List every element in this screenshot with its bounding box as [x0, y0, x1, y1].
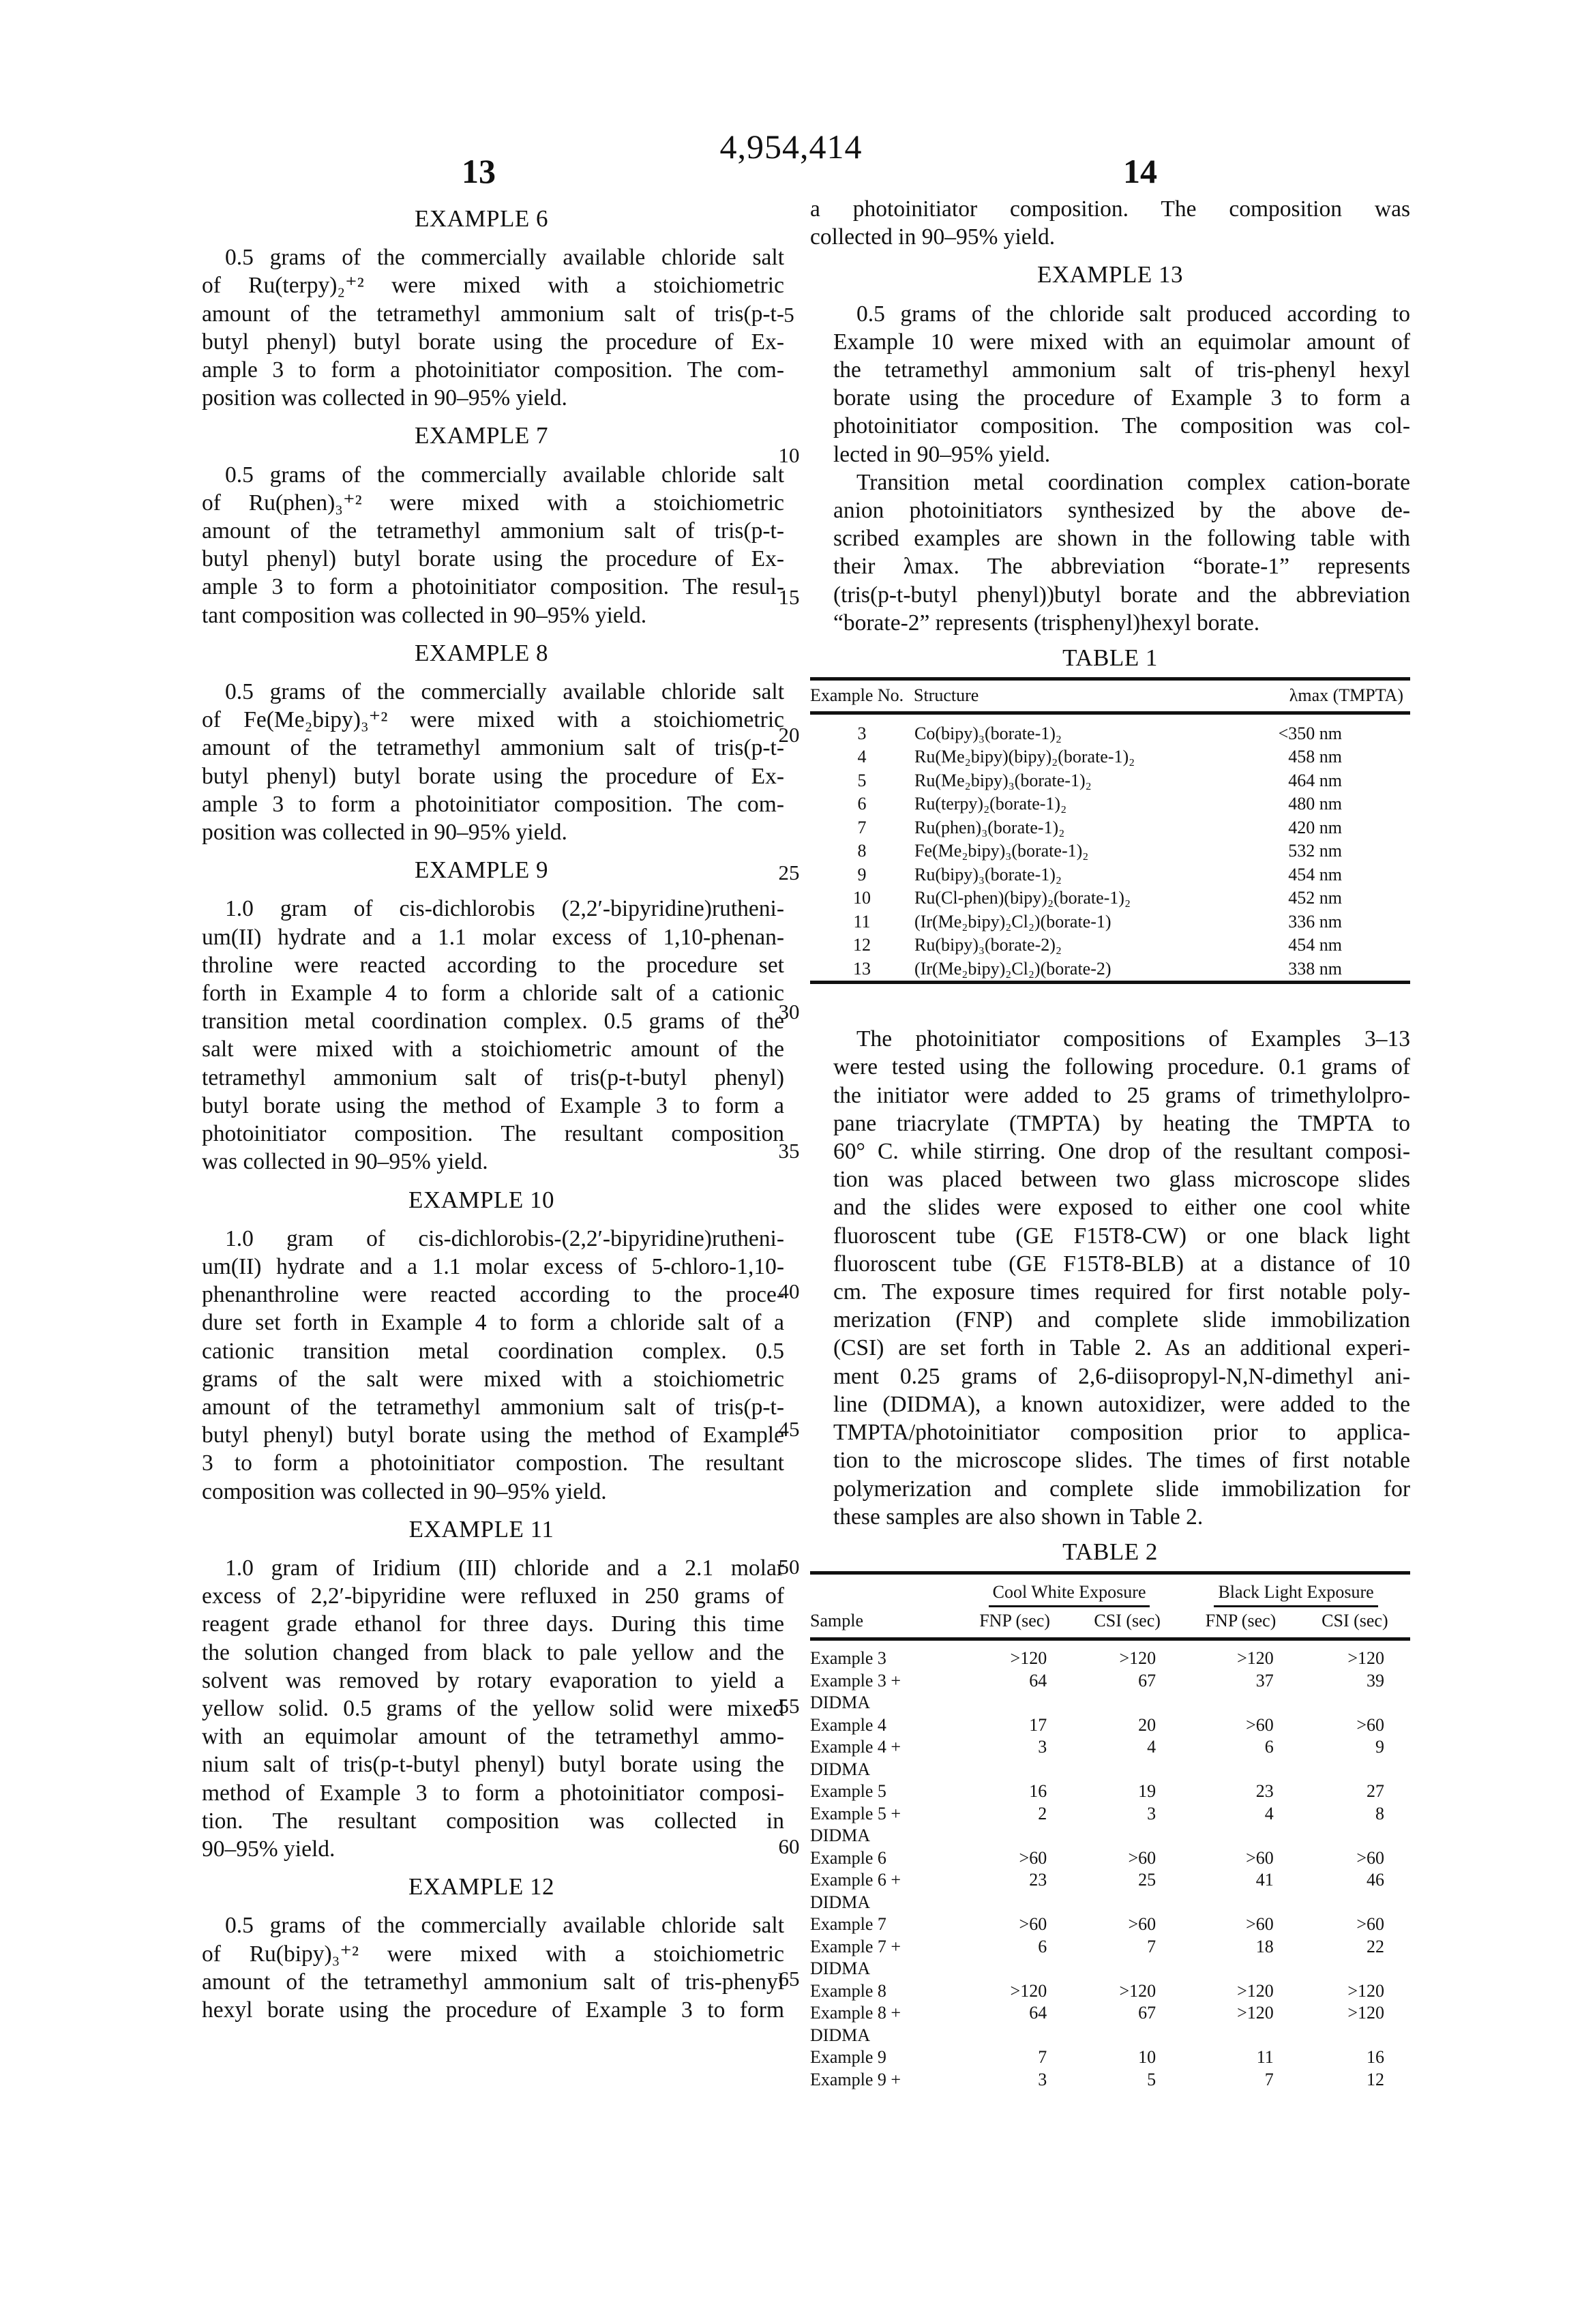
table-2-cell-value: 8 [1375, 1803, 1384, 1823]
table-1-cell-structure: Ru(Cl-phen)(bipy)₂(borate-1)₂ [914, 888, 1131, 908]
text-line: 0.5 grams of the chloride salt produced according to [856, 301, 1410, 327]
table-2-cell-sample: Example 6 + DIDMA [810, 1870, 901, 1912]
table-1-cell-example-number: 12 [853, 935, 871, 955]
table-2-cell-value: >120 [1237, 1980, 1274, 2001]
table-2-cell-value: 67 [1138, 2003, 1156, 2023]
table-2-cell-value: >60 [1356, 1847, 1384, 1868]
example-8-body [179, 678, 784, 846]
text-line: position was collected in 90–95% yield. [202, 385, 567, 411]
table-1-row [810, 910, 1410, 934]
table-2-cell-value: >60 [1128, 1914, 1156, 1935]
left-column [179, 195, 784, 2024]
table-2-cell-value: 2 [1038, 1803, 1047, 1823]
text-line: merization (FNP) and complete slide immobilization [833, 1307, 1410, 1333]
table-2-row [810, 1670, 1410, 1714]
table-1-cell-lambda-max: 452 nm [1288, 888, 1342, 908]
text-line: fluoroscent tube (GE F15T8-BLB) at a distance of 10 [833, 1251, 1410, 1277]
text-line: fluoroscent tube (GE F15T8-CW) or one black light [833, 1223, 1410, 1249]
table-2-cell-value: >120 [1237, 2003, 1274, 2023]
table-2-cell-value: 11 [1256, 2047, 1274, 2068]
table-2-cell-sample: Example 6 [810, 1847, 886, 1868]
table-2-cell-value: >60 [1019, 1847, 1047, 1868]
text-line: excess of 2,2′-bipyridine were refluxed in 250 grams of [202, 1583, 784, 1609]
example-10-body [179, 1225, 784, 1506]
table-2-cell-sample: Example 5 [810, 1781, 886, 1802]
table-2-row [810, 1736, 1410, 1781]
text-line: of Ru(bipy)₃⁺² were mixed with a stoichiometric [202, 1941, 784, 1967]
line-number: 50 [778, 1555, 800, 1579]
text-line: of Ru(terpy)₂⁺² were mixed with a stoichiometric [202, 273, 784, 299]
table-1-cell-structure: Co(bipy)₃(borate-1)₂ [914, 723, 1062, 743]
text-line: borate using the procedure of Example 3 to form a [833, 385, 1410, 411]
table-2-cell-value: 10 [1138, 2047, 1156, 2068]
text-line: yellow solid. 0.5 grams of the yellow solid were mixed [202, 1695, 784, 1721]
text-line: 0.5 grams of the commercially available chloride salt [225, 245, 784, 271]
table-1-cell-lambda-max: 480 nm [1288, 794, 1342, 814]
text-line: and the slides were exposed to either one cool white [833, 1195, 1410, 1221]
table-2-cell-value: 7 [1264, 2069, 1274, 2089]
table-2-cell-value: 22 [1367, 1936, 1384, 1956]
text-line: composition was collected in 90–95% yield. [202, 1478, 607, 1504]
text-line: polymerization and complete slide immobilization for [833, 1476, 1410, 1502]
table-2-cell-value: >120 [1347, 2003, 1384, 2023]
table-2-cell-value: 25 [1138, 1870, 1156, 1890]
table-1-cell-structure: (Ir(Me₂bipy)₂Cl₂)(borate-1) [914, 911, 1111, 932]
table-1-cell-example-number: 10 [853, 888, 871, 908]
table-1-cell-example-number: 13 [853, 958, 871, 979]
table-2-row [810, 1714, 1410, 1737]
text-line: The photoinitiator compositions of Examples 3–13 [856, 1026, 1410, 1052]
text-line: butyl phenyl) butyl borate using the method of Example [202, 1422, 784, 1448]
text-line: amount of the tetramethyl ammonium salt of tris(p-t- [202, 518, 784, 544]
example-9-heading: EXAMPLE 9 [414, 856, 549, 884]
text-line: (CSI) are set forth in Table 2. As an additional experi- [833, 1335, 1410, 1361]
text-line: (tris(p-t-butyl phenyl))butyl borate and the abbreviation [833, 582, 1410, 608]
text-line: 3 to form a photoinitiator compostion. The resultant [202, 1450, 784, 1476]
table-1-cell-example-number: 5 [857, 770, 867, 790]
table-1-row [810, 816, 1410, 840]
text-line: cationic transition metal coordination complex. 0.5 [202, 1338, 784, 1364]
line-number: 20 [778, 723, 800, 747]
line-number: 45 [778, 1417, 800, 1441]
text-line: transition metal coordination complex. 0.5 grams of the [202, 1009, 784, 1034]
table-2-cell-value: 3 [1038, 2069, 1047, 2089]
table-2-cell-value: 19 [1138, 1781, 1156, 1802]
table-1-cell-example-number: 8 [857, 841, 867, 861]
table-2-cell-value: 20 [1138, 1714, 1156, 1735]
text-line: grams of the salt were mixed with a stoichiometric [202, 1366, 784, 1392]
table-1-cell-lambda-max: 458 nm [1288, 747, 1342, 767]
table-2-cell-value: 6 [1038, 1936, 1047, 1956]
text-line: line (DIDMA), a known autoxidizer, were added to the [833, 1391, 1410, 1417]
table-1-row [810, 745, 1410, 769]
table-2-cell-value: >60 [1246, 1847, 1274, 1868]
text-line: 1.0 gram of cis-dichlorobis (2,2′-bipyridine)rutheni- [225, 896, 784, 922]
table-1-row [810, 713, 1410, 745]
table-2-cell-sample: Example 4 [810, 1714, 886, 1735]
table-2-cell-value: >60 [1246, 1914, 1274, 1935]
text-line: ample 3 to form a photoinitiator composition. The com- [202, 357, 784, 383]
table-2-cell-sample: Example 8 + DIDMA [810, 2003, 901, 2045]
table-1-header-example: Example No. [810, 685, 904, 706]
example-12-continuation [810, 195, 1410, 251]
text-line: tant composition was collected in 90–95% yield. [202, 602, 647, 628]
text-line: nium salt of tris(p-t-butyl phenyl) butyl borate using the [202, 1752, 784, 1778]
table-2-row [810, 1781, 1410, 1803]
line-number: 35 [778, 1139, 800, 1163]
table-2-cell-value: >120 [1347, 1648, 1384, 1669]
table-2-header-cw-fnp: FNP (sec) [979, 1610, 1050, 1630]
table-1-row [810, 839, 1410, 863]
text-line: ample 3 to form a photoinitiator composition. The com- [202, 791, 784, 817]
table-2-cell-value: 64 [1029, 2003, 1047, 2023]
text-line: the solution changed from black to pale yellow and the [202, 1639, 784, 1665]
table-2-cell-value: >60 [1128, 1847, 1156, 1868]
table-2-cell-value: 67 [1138, 1670, 1156, 1690]
table-2-cell-value: 17 [1029, 1714, 1047, 1735]
text-line: anion photoinitiators synthesized by the above de- [833, 498, 1410, 524]
table-2-cell-sample: Example 7 + DIDMA [810, 1936, 901, 1979]
text-line: tion was placed between two glass microscope slides [833, 1167, 1410, 1193]
text-line: pane triacrylate (TMPTA) by heating the TMPTA to [833, 1110, 1410, 1136]
text-line: ample 3 to form a photoinitiator composition. The resul- [202, 574, 784, 600]
text-line: forth in Example 4 to form a chloride salt of a cationic [202, 981, 784, 1007]
table-2-cell-value: 4 [1264, 1803, 1274, 1823]
text-line: um(II) hydrate and a 1.1 molar excess of 1,10-phenan- [202, 924, 784, 950]
table-1-row [810, 957, 1410, 983]
example-9-body [179, 895, 784, 1176]
table-2-cell-value: 23 [1255, 1781, 1274, 1802]
table-2-cell-value: 27 [1367, 1781, 1384, 1802]
table-1-row [810, 863, 1410, 887]
text-line: 60° C. while stirring. One drop of the resultant composi- [833, 1139, 1410, 1165]
table-2-cell-value: >120 [1119, 1648, 1156, 1669]
table-2-row [810, 2069, 1410, 2091]
test-procedure-text [810, 1025, 1410, 1531]
right-column [810, 195, 1410, 2091]
table-2-cell-value: 64 [1029, 1670, 1047, 1690]
table-1-header-structure: Structure [914, 685, 979, 706]
table-2-cell-value: 37 [1255, 1670, 1274, 1690]
table-1-cell-structure: Ru(Me₂bipy)₃(borate-1)₂ [914, 770, 1092, 790]
table-2-cell-value: >120 [1010, 1648, 1047, 1669]
table-1-cell-example-number: 11 [853, 911, 871, 932]
table-2-cell-value: >120 [1237, 1648, 1274, 1669]
line-number: 10 [778, 443, 800, 467]
line-number: 55 [778, 1694, 800, 1718]
patent-number: 4,954,414 [719, 128, 863, 166]
table-2-row [810, 2046, 1410, 2069]
text-line: 0.5 grams of the commercially available chloride salt [225, 462, 784, 488]
table-1-cell-example-number: 4 [857, 747, 867, 767]
text-line: tion. The resultant composition was collected in [202, 1808, 784, 1834]
table-2-cell-value: 12 [1367, 2069, 1384, 2089]
text-line: throline were reacted according to the procedure set [202, 952, 784, 978]
table-2-row [810, 1639, 1410, 1670]
text-line: Example 10 were mixed with an equimolar amount of [833, 329, 1410, 355]
table-2-cell-sample: Example 5 + DIDMA [810, 1803, 901, 1846]
table-2-row [810, 2002, 1410, 2046]
table-1-cell-lambda-max: 454 nm [1288, 935, 1342, 955]
text-line: Transition metal coordination complex cation-borate [856, 469, 1410, 495]
text-line: butyl phenyl) butyl borate using the procedure of Ex- [202, 546, 784, 572]
table-1-cell-structure: Ru(Me₂bipy)(bipy)₂(borate-1)₂ [914, 747, 1135, 767]
table-2-cell-sample: Example 4 + DIDMA [810, 1737, 901, 1779]
table-1 [810, 677, 1410, 984]
text-line: these samples are also shown in Table 2. [833, 1504, 1204, 1530]
example-13-heading: EXAMPLE 13 [1036, 261, 1184, 288]
table-2-cell-value: 7 [1038, 2047, 1047, 2068]
table-2-cell-value: >60 [1019, 1914, 1047, 1935]
text-line: a photoinitiator composition. The composition was [810, 196, 1410, 222]
table-2-header-sample: Sample [810, 1610, 863, 1630]
example-8-heading: EXAMPLE 8 [414, 639, 549, 666]
table-2-cell-value: 16 [1367, 2047, 1384, 2068]
table-2-header-bl-fnp: FNP (sec) [1205, 1610, 1277, 1630]
table-2-row [810, 1847, 1410, 1870]
table-1-cell-example-number: 3 [857, 723, 867, 743]
text-line: butyl borate using the method of Example 3 to form a [202, 1092, 784, 1118]
example-6-heading: EXAMPLE 6 [414, 205, 549, 232]
table-1-cell-example-number: 7 [857, 817, 867, 837]
table-2-group-cool-white: Cool White Exposure [957, 1573, 1182, 1607]
example-7-heading: EXAMPLE 7 [414, 422, 549, 449]
text-line: “borate-2” represents (trisphenyl)hexyl borate. [833, 610, 1260, 636]
text-line: tetramethyl ammonium salt of tris(p-t-butyl phenyl) [202, 1064, 784, 1090]
table-2-cell-value: 46 [1367, 1870, 1384, 1890]
table-2-cell-value: 3 [1147, 1803, 1156, 1823]
table-2-cell-value: >120 [1347, 1980, 1384, 2001]
text-line: reagent grade ethanol for three days. During this time [202, 1611, 784, 1637]
table-2-cell-value: 16 [1029, 1781, 1047, 1802]
text-line: lected in 90–95% yield. [833, 441, 1051, 467]
table-1-cell-example-number: 6 [857, 794, 867, 814]
example-6-body [179, 243, 784, 412]
text-line: of Ru(phen)₃⁺² were mixed with a stoichiometric [202, 490, 784, 516]
table-2-cell-sample: Example 3 + DIDMA [810, 1670, 901, 1713]
table-2-cell-sample: Example 3 [810, 1648, 886, 1669]
table-2-cell-value: 41 [1255, 1870, 1274, 1890]
line-number: 60 [778, 1834, 800, 1858]
text-line: amount of the tetramethyl ammonium salt of tris(p-t- [202, 1394, 784, 1420]
table-2-group-black-light: Black Light Exposure [1182, 1573, 1410, 1607]
example-12-heading: EXAMPLE 12 [408, 1873, 555, 1901]
text-line: were tested using the following procedure. 0.1 grams of [833, 1054, 1410, 1080]
table-2-cell-value: >60 [1246, 1714, 1274, 1735]
table-2-row [810, 1936, 1410, 1980]
text-line: cm. The exposure times required for first notable poly- [833, 1279, 1410, 1305]
text-line: salt were mixed with a stoichiometric amount of the [202, 1037, 784, 1062]
table-1-cell-example-number: 9 [857, 864, 867, 884]
text-line: the tetramethyl ammonium salt of tris-phenyl hexyl [833, 357, 1410, 383]
table-2-cell-value: >120 [1119, 1980, 1156, 2001]
line-number: 25 [778, 861, 800, 884]
table-1-cell-structure: Ru(bipy)₃(borate-1)₂ [914, 864, 1062, 884]
table-2-row [810, 1869, 1410, 1913]
table-2-cell-sample: Example 9 [810, 2047, 886, 2068]
example-11-body [179, 1554, 784, 1863]
text-line: position was collected in 90–95% yield. [202, 820, 567, 846]
text-line: photoinitiator composition. The composition was col- [833, 413, 1410, 439]
example-10-heading: EXAMPLE 10 [408, 1186, 555, 1213]
text-line: amount of the tetramethyl ammonium salt of tris(p-t- [202, 301, 784, 327]
line-number: 40 [778, 1279, 800, 1303]
table-1-row [810, 887, 1410, 910]
text-line: ment 0.25 grams of 2,6-diisopropyl-N,N-dimethyl ani- [833, 1363, 1410, 1389]
text-line: hexyl borate using the procedure of Example 3 to form [202, 1997, 784, 2023]
text-line: solvent was removed by rotary evaporation to yield a [202, 1667, 784, 1693]
text-line: amount of the tetramethyl ammonium salt of tris(p-t- [202, 735, 784, 761]
table-1-row [810, 769, 1410, 793]
table-2-cell-sample: Example 9 + [810, 2069, 901, 2089]
text-line: 1.0 gram of cis-dichlorobis-(2,2′-bipyridine)rutheni- [225, 1225, 784, 1251]
table-2-cell-value: 7 [1147, 1936, 1156, 1956]
table-1-cell-lambda-max: <350 nm [1278, 723, 1342, 743]
text-line: tion to the microscope slides. The times of first notable [833, 1448, 1410, 1474]
text-line: butyl phenyl) butyl borate using the procedure of Ex- [202, 329, 784, 355]
table-1-cell-lambda-max: 464 nm [1288, 770, 1342, 790]
table-2-row [810, 1803, 1410, 1847]
table-1-row [810, 934, 1410, 957]
table-2-cell-sample: Example 7 [810, 1914, 886, 1935]
table-2-cell-value: 3 [1038, 1737, 1047, 1757]
text-line: collected in 90–95% yield. [810, 224, 1056, 250]
table-2-header-bl-csi: CSI (sec) [1322, 1610, 1388, 1630]
table-2-row [810, 1913, 1410, 1936]
table-2-cell-value: 18 [1255, 1936, 1274, 1956]
table-1-cell-lambda-max: 338 nm [1288, 958, 1342, 979]
text-line: 0.5 grams of the commercially available chloride salt [225, 1913, 784, 1939]
line-number: 5 [783, 303, 794, 327]
table-1-cell-lambda-max: 420 nm [1288, 817, 1342, 837]
table-2-row [810, 1980, 1410, 2003]
example-7-body [179, 461, 784, 629]
table-1-cell-structure: Ru(bipy)₃(borate-2)₂ [914, 935, 1062, 955]
line-number: 65 [778, 1967, 800, 1991]
table-1-cell-structure: Ru(phen)₃(borate-1)₂ [914, 817, 1065, 837]
line-number: 30 [778, 1000, 800, 1024]
table-2-cell-value: 9 [1375, 1737, 1384, 1757]
text-line: was collected in 90–95% yield. [202, 1149, 488, 1175]
table-2-header-cw-csi: CSI (sec) [1094, 1610, 1161, 1630]
text-line: 90–95% yield. [202, 1836, 335, 1862]
column-number-right: 14 [1123, 152, 1157, 190]
table-2-title: TABLE 2 [1062, 1538, 1158, 1565]
example-12-body [179, 1911, 784, 2024]
text-line: dure set forth in Example 4 to form a chloride salt of a [202, 1310, 784, 1336]
table-2-cell-value: >60 [1356, 1914, 1384, 1935]
table-2-cell-value: >60 [1356, 1714, 1384, 1735]
table-1-cell-lambda-max: 532 nm [1288, 841, 1342, 861]
table-1-cell-structure: Fe(Me₂bipy)₃(borate-1)₂ [914, 841, 1089, 861]
table-1-header-lambda: λmax (TMPTA) [1289, 685, 1403, 706]
table-2-cell-value: 4 [1147, 1737, 1156, 1757]
text-line: um(II) hydrate and a 1.1 molar excess of 5-chloro-1,10- [202, 1253, 784, 1279]
table-2-cell-value: 23 [1029, 1870, 1047, 1890]
table-2-cell-value: >120 [1010, 1980, 1047, 2001]
table-1-intro [810, 468, 1410, 637]
text-line: their λmax. The abbreviation “borate-1” represents [833, 554, 1410, 580]
table-2 [810, 1571, 1410, 2091]
line-number: 15 [778, 585, 800, 609]
text-line: 1.0 gram of Iridium (III) chloride and a 2.1 molar [225, 1555, 784, 1581]
text-line: 0.5 grams of the commercially available chloride salt [225, 679, 784, 705]
table-1-row [810, 792, 1410, 816]
text-line: with an equimolar amount of the tetramethyl ammo- [202, 1724, 784, 1750]
text-line: TMPTA/photoinitiator composition prior to applica- [833, 1420, 1410, 1446]
text-line: photoinitiator composition. The resultant composition [202, 1121, 784, 1147]
table-1-title: TABLE 1 [1062, 644, 1158, 672]
table-1-cell-structure: Ru(terpy)₂(borate-1)₂ [914, 794, 1067, 814]
table-2-cell-sample: Example 8 [810, 1980, 886, 2001]
text-line: butyl phenyl) butyl borate using the procedure of Ex- [202, 763, 784, 789]
table-1-cell-lambda-max: 336 nm [1288, 911, 1342, 932]
text-line: of Fe(Me₂bipy)₃⁺² were mixed with a stoichiometric [202, 707, 784, 733]
table-2-cell-value: 39 [1367, 1670, 1384, 1690]
text-line: method of Example 3 to form a photoinitiator composi- [202, 1780, 784, 1806]
column-number-left: 13 [462, 152, 496, 190]
table-1-cell-lambda-max: 454 nm [1288, 864, 1342, 884]
example-11-heading: EXAMPLE 11 [408, 1515, 554, 1543]
table-2-cell-value: 5 [1147, 2069, 1156, 2089]
text-line: phenanthroline were reacted according to the proce- [202, 1282, 784, 1308]
text-line: scribed examples are shown in the following table with [833, 526, 1410, 552]
table-2-cell-value: 6 [1264, 1737, 1274, 1757]
example-13-body [810, 300, 1410, 468]
text-line: the initiator were added to 25 grams of trimethylolpro- [833, 1082, 1410, 1108]
table-1-cell-structure: (Ir(Me₂bipy)₂Cl₂)(borate-2) [914, 958, 1111, 979]
text-line: amount of the tetramethyl ammonium salt of tris-phenyl [202, 1969, 784, 1995]
